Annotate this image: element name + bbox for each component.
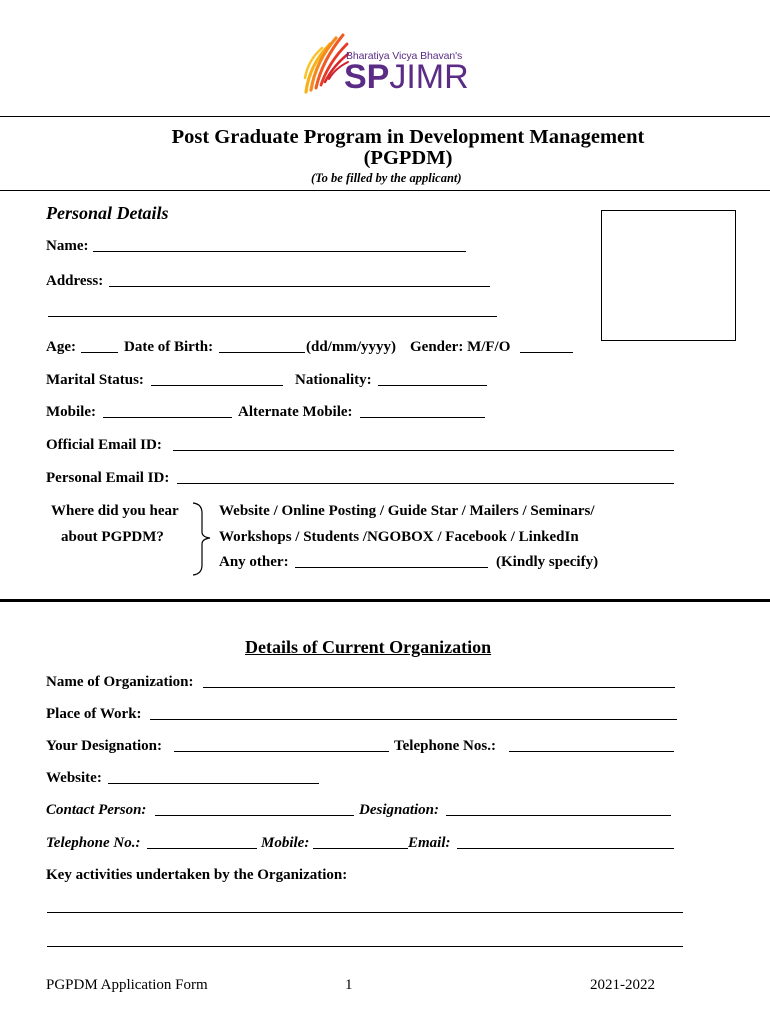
curly-brace-icon xyxy=(188,500,214,578)
personal-email-field[interactable] xyxy=(177,469,674,484)
organization-heading: Details of Current Organization xyxy=(245,637,492,657)
place-of-work-label: Place of Work: xyxy=(46,706,142,722)
key-activities-line-2[interactable] xyxy=(47,946,683,947)
address-line2-field[interactable] xyxy=(48,302,497,317)
designation-label: Your Designation: xyxy=(46,738,162,754)
kindly-specify-hint: (Kindly specify) xyxy=(496,554,599,570)
official-email-field[interactable] xyxy=(173,436,674,451)
dob-label: Date of Birth: xyxy=(124,339,214,355)
personal-email-label: Personal Email ID: xyxy=(46,470,170,486)
mobile-label: Mobile: xyxy=(46,404,96,420)
logo-wordmark xyxy=(344,60,469,94)
address-label: Address: xyxy=(46,273,104,289)
age-label: Age: xyxy=(46,339,76,355)
source-options-line1: Website / Online Posting / Guide Star / Mailers / Seminars/ xyxy=(219,503,595,519)
source-options-line2: Workshops / Students /NGOBOX / Facebook / LinkedIn xyxy=(219,529,579,545)
address-field[interactable] xyxy=(109,272,490,287)
fill-instruction: (To be filled by the applicant) xyxy=(311,171,462,185)
place-of-work-row xyxy=(0,705,770,723)
address-line2-row xyxy=(0,302,770,320)
telephone-no-label: Telephone No.: xyxy=(46,835,141,851)
section-divider xyxy=(0,599,770,602)
page-title: Post Graduate Program in Development Management xyxy=(171,126,645,148)
name-field[interactable] xyxy=(93,237,466,252)
org-name-label: Name of Organization: xyxy=(46,674,194,690)
contact-phone-row xyxy=(0,834,770,852)
dob-field[interactable] xyxy=(219,338,305,353)
gender-label: Gender: M/F/O xyxy=(410,339,511,355)
key-activities-label: Key activities undertaken by the Organization: xyxy=(46,867,348,883)
mobile-row xyxy=(0,403,770,421)
name-label: Name: xyxy=(46,238,89,254)
key-activities-line-1[interactable] xyxy=(47,912,683,913)
website-row xyxy=(0,769,770,787)
contact-email-field[interactable] xyxy=(457,834,674,849)
place-of-work-field[interactable] xyxy=(150,705,677,720)
logo-wordmark-light: JIMR xyxy=(389,58,469,96)
personal-details-heading: Personal Details xyxy=(46,203,169,223)
designation-row xyxy=(0,737,770,755)
source-row-1 xyxy=(0,502,770,520)
contact-mobile-field[interactable] xyxy=(313,834,408,849)
swoosh-logo-icon xyxy=(302,30,350,94)
name-row xyxy=(0,237,770,255)
official-email-row xyxy=(0,436,770,454)
marital-status-field[interactable] xyxy=(151,371,283,386)
alt-mobile-label: Alternate Mobile: xyxy=(238,404,353,420)
contact-designation-field[interactable] xyxy=(446,801,671,816)
source-question-line1: Where did you hear xyxy=(51,503,179,519)
telephone-no-field[interactable] xyxy=(147,834,257,849)
key-activities-row xyxy=(0,866,770,884)
age-dob-gender-row xyxy=(0,338,770,356)
contact-person-field[interactable] xyxy=(155,801,354,816)
source-row-2 xyxy=(0,528,770,546)
contact-designation-label: Designation: xyxy=(359,802,440,818)
contact-person-row xyxy=(0,801,770,819)
footer-year: 2021-2022 xyxy=(590,977,655,993)
contact-mobile-label: Mobile: xyxy=(261,835,310,851)
address-row xyxy=(0,272,770,290)
nationality-label: Nationality: xyxy=(295,372,372,388)
any-other-label: Any other: xyxy=(219,554,289,570)
dob-format-hint: (dd/mm/yyyy) xyxy=(306,339,396,355)
designation-field[interactable] xyxy=(174,737,389,752)
age-field[interactable] xyxy=(81,338,118,353)
org-name-field[interactable] xyxy=(203,673,675,688)
any-other-field[interactable] xyxy=(295,553,488,568)
contact-person-label: Contact Person: xyxy=(46,802,147,818)
official-email-label: Official Email ID: xyxy=(46,437,162,453)
marital-status-label: Marital Status: xyxy=(46,372,144,388)
gender-field[interactable] xyxy=(520,338,573,353)
any-other-row xyxy=(0,553,770,571)
alt-mobile-field[interactable] xyxy=(360,403,485,418)
logo-wordmark-bold: SP xyxy=(344,58,390,96)
header-bottom-divider xyxy=(0,190,770,191)
org-name-row xyxy=(0,673,770,691)
website-label: Website: xyxy=(46,770,102,786)
page-subtitle: (PGPDM) xyxy=(363,147,453,169)
page-footer xyxy=(0,976,770,994)
marital-nationality-row xyxy=(0,371,770,389)
personal-email-row xyxy=(0,469,770,487)
telephone-nos-field[interactable] xyxy=(509,737,674,752)
telephone-nos-label: Telephone Nos.: xyxy=(394,738,496,754)
contact-email-label: Email: xyxy=(408,835,451,851)
header-top-divider xyxy=(0,116,770,117)
footer-form-name: PGPDM Application Form xyxy=(46,977,208,993)
logo-tagline: Bharatiya Vicya Bhavan's xyxy=(346,50,463,62)
footer-page-number: 1 xyxy=(345,977,353,993)
nationality-field[interactable] xyxy=(378,371,487,386)
mobile-field[interactable] xyxy=(103,403,232,418)
website-field[interactable] xyxy=(108,769,319,784)
source-question-line2: about PGPDM? xyxy=(61,529,164,545)
